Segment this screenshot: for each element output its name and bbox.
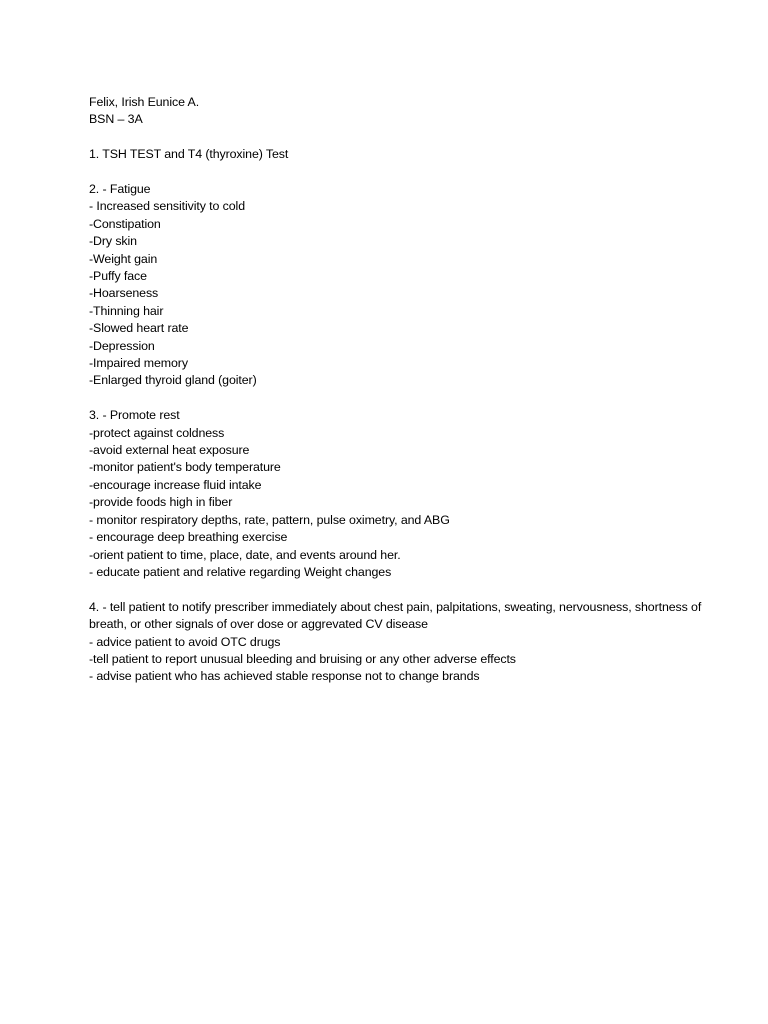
answer-3-line: -avoid external heat exposure	[89, 443, 250, 458]
answer-3-line: - encourage deep breathing exercise	[89, 530, 288, 545]
answer-2-line: -Constipation	[89, 216, 161, 231]
student-section: BSN – 3A	[89, 112, 143, 127]
answer-2-line: -Thinning hair	[89, 303, 164, 318]
answer-2-line: -Puffy face	[89, 269, 147, 284]
answer-2-line: - Increased sensitivity to cold	[89, 199, 245, 214]
answer-1: 1. TSH TEST and T4 (thyroxine) Test	[89, 147, 289, 162]
spacer	[89, 164, 729, 181]
answer-2-line: -Weight gain	[89, 251, 158, 266]
answer-2-line: -Dry skin	[89, 234, 137, 249]
answer-4-line: 4. - tell patient to notify prescriber immediately about chest pain, palpitations, sweating, nervousness, shortness of breath, or other signals of over dose or aggrevated CV disease	[89, 599, 702, 632]
answer-3-line: - educate patient and relative regarding Weight changes	[89, 564, 392, 579]
answer-3-line: -encourage increase fluid intake	[89, 477, 262, 492]
spacer	[89, 390, 729, 407]
answer-2-line: -Impaired memory	[89, 356, 188, 371]
answer-3-line: -monitor patient's body temperature	[89, 460, 281, 475]
answer-2-line: -Slowed heart rate	[89, 321, 189, 336]
document-page	[89, 94, 729, 686]
answer-3-line: - monitor respiratory depths, rate, pattern, pulse oximetry, and ABG	[89, 512, 450, 527]
answer-4-list	[89, 599, 729, 686]
spacer	[89, 129, 729, 146]
answer-3-list	[89, 407, 729, 581]
answer-2-line: -Depression	[89, 338, 155, 353]
answer-3-line: -orient patient to time, place, date, and events around her.	[89, 547, 401, 562]
answer-2-line: -Hoarseness	[89, 286, 159, 301]
spacer	[89, 581, 729, 598]
answer-2-list	[89, 181, 729, 390]
answer-2-line: 2. - Fatigue	[89, 182, 151, 196]
student-name: Felix, Irish Eunice A.	[89, 95, 200, 109]
answer-4-line: - advice patient to avoid OTC drugs	[89, 634, 281, 649]
answer-4-line: - advise patient who has achieved stable response not to change brands	[89, 669, 480, 684]
answer-2-line: -Enlarged thyroid gland (goiter)	[89, 373, 257, 388]
answer-3-line: -provide foods high in fiber	[89, 495, 233, 510]
answer-4-line: -tell patient to report unusual bleeding and bruising or any other adverse effects	[89, 651, 516, 666]
answer-3-line: -protect against coldness	[89, 425, 225, 440]
answer-3-line: 3. - Promote rest	[89, 408, 180, 423]
